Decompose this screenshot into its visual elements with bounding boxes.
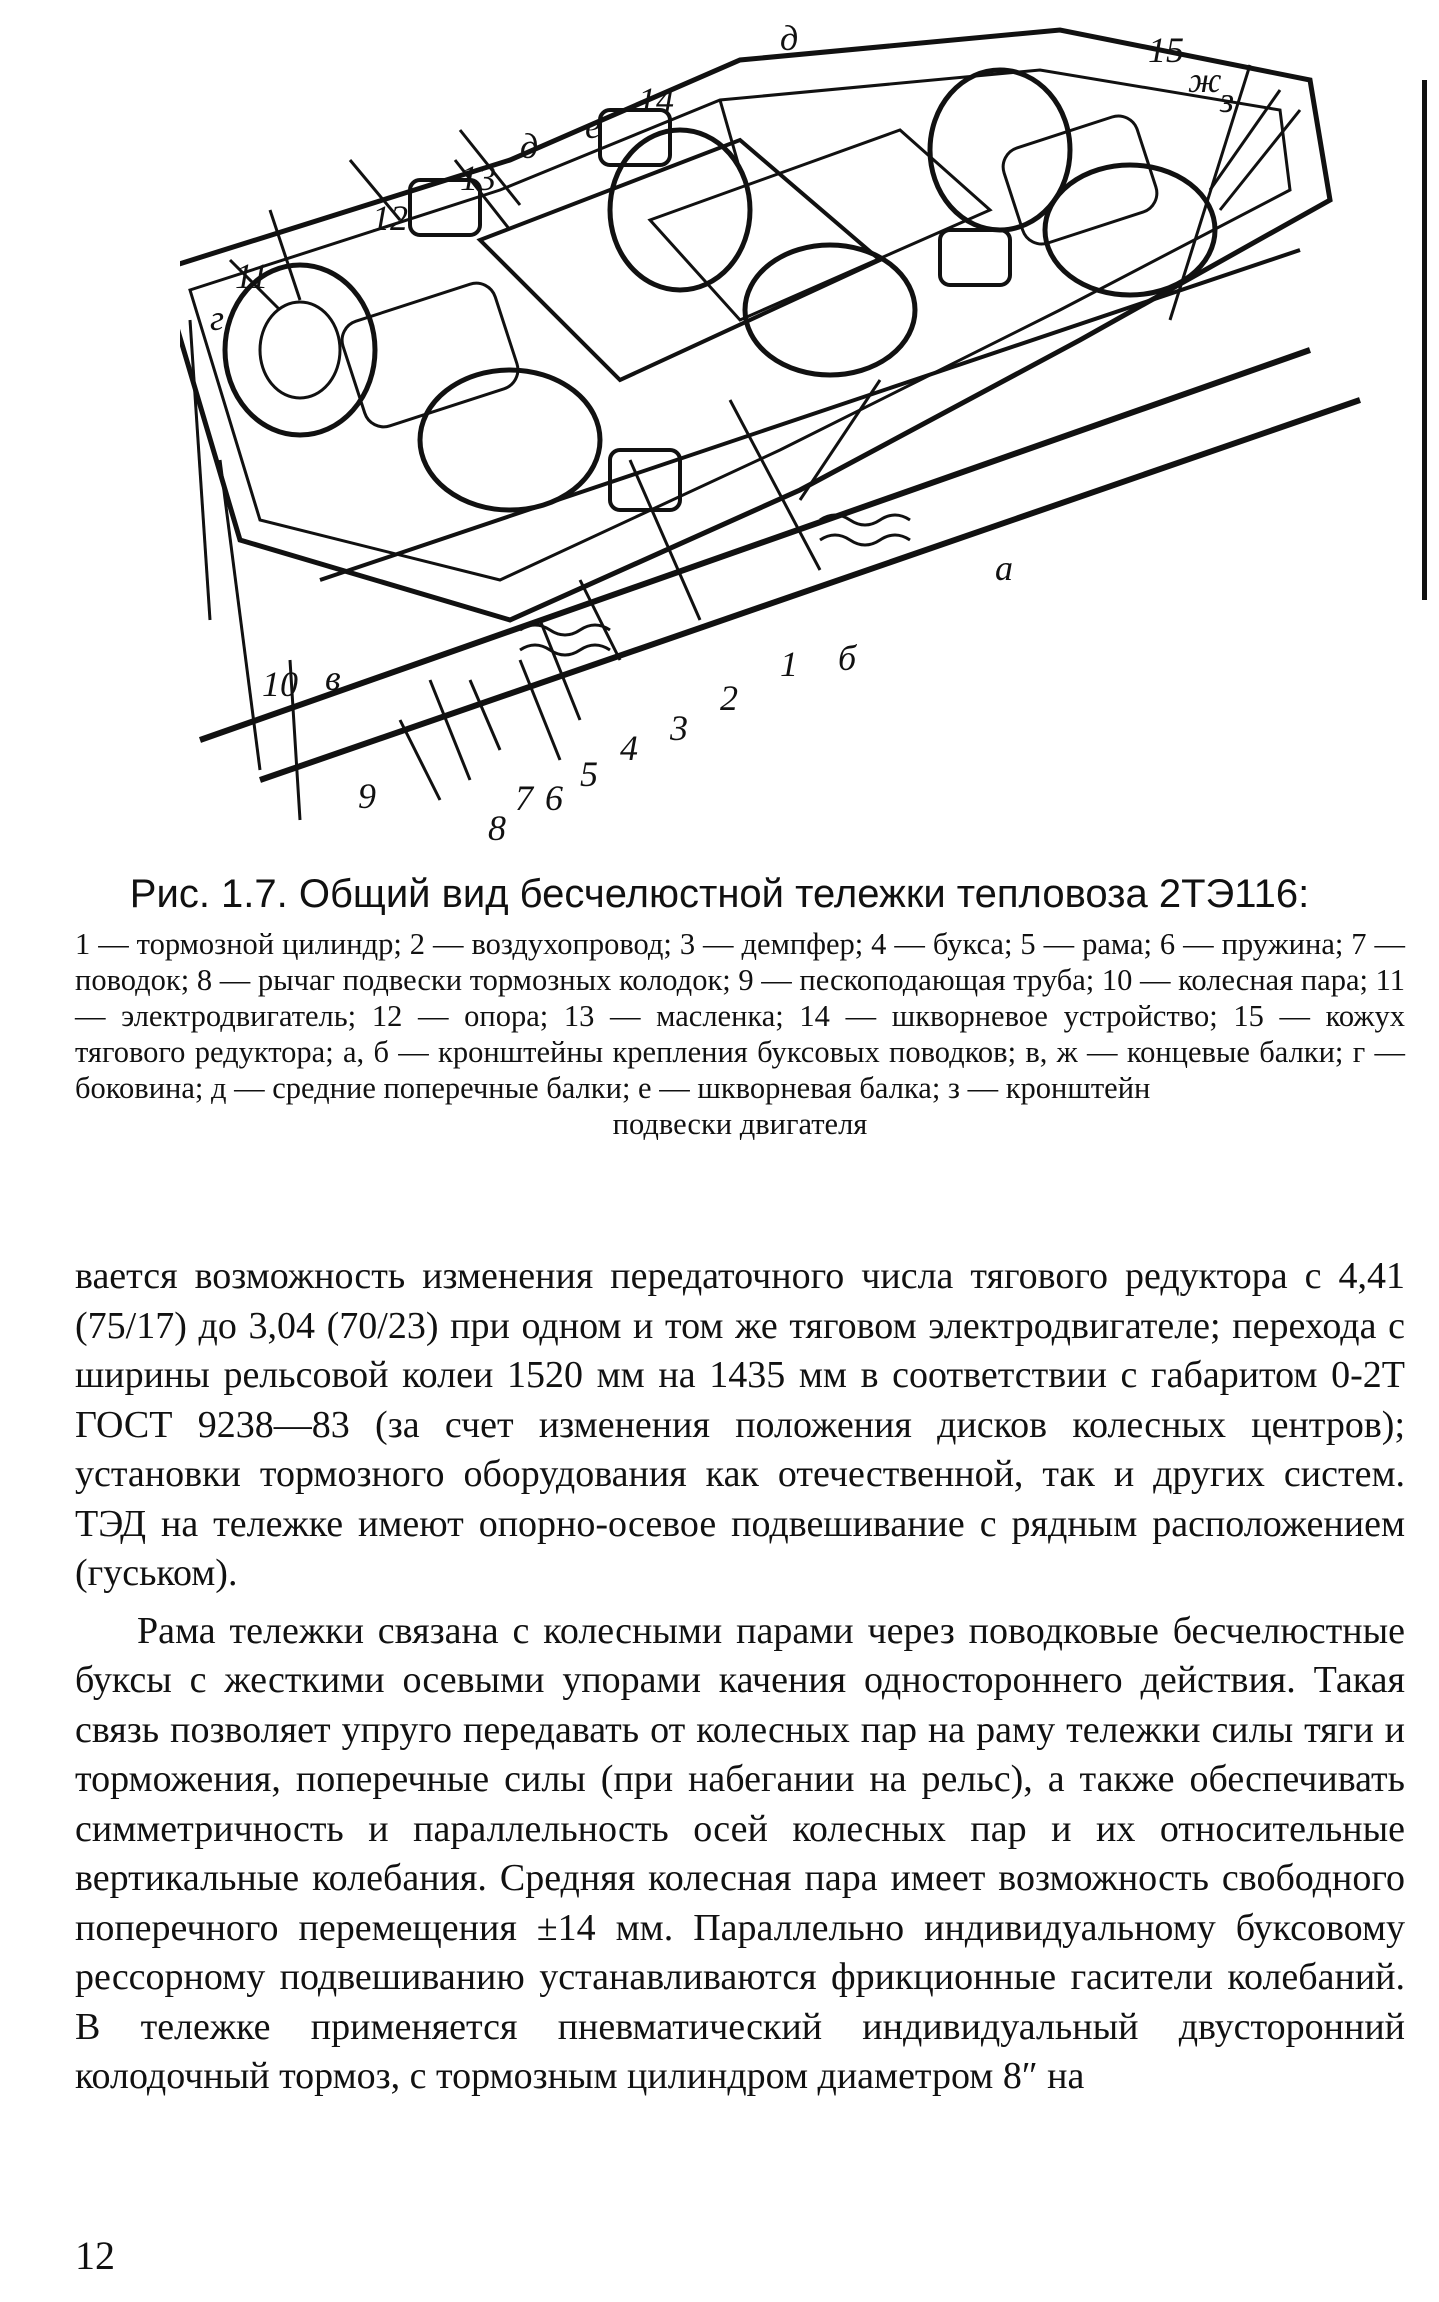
paragraph: вается возможность изменения передаточного числа тягового редуктора с 4,41 (75/17) до 3,04 (70/23) при одном и том же тяговом электродвигателе; перехода с ширины рельсовой колеи 1520 мм на 1435 мм в соответствии с габаритом 0-2Т ГОСТ 9238—83 (за счет изменения положения дисков колесных центров); установки тормозного оборудования как отечественной, так и других систем. ТЭД на тележке имеют опорно-осевое подвешивание с рядным расположением (гуськом). bbox=[75, 1255, 1405, 1594]
callout-z: з bbox=[1220, 80, 1235, 120]
figure-legend-last-line: подвески двигателя bbox=[612, 1107, 868, 1141]
callout-d-mid: д bbox=[520, 126, 539, 166]
callout-5: 5 bbox=[580, 754, 598, 794]
callout-10: 10 bbox=[262, 664, 298, 704]
callout-g: г bbox=[210, 298, 225, 338]
body-text bbox=[75, 1252, 1405, 2102]
callout-zh: ж bbox=[1188, 60, 1222, 100]
callout-9: 9 bbox=[358, 776, 376, 816]
figure-legend-text: 1 — тормозной цилиндр; 2 — воздухопровод; 3 — демпфер; 4 — букса; 5 — рама; 6 — пружина; 7 — поводок; 8 — рычаг подвески тормозных колодок; 9 — пескоподающая труба; 10 — колесная пара; 11 — электродвигатель; 12 — опора; 13 — масленка; 14 — шкворневое устройство; 15 — кожух тягового редуктора; а, б — кронштейны крепления буксовых поводков; в, ж — концевые балки; г — боковина; д — средние поперечные балки; е — шкворневая балка; з — кронштейн bbox=[75, 927, 1405, 1105]
callout-7: 7 bbox=[515, 778, 533, 818]
paragraph: Рама тележки связана с колесными парами через поводковые бесчелюстные буксы с жесткими осевыми упорами качения одностороннего действия. Такая связь позволяет упруго передавать от колесных пар на раму тележки силы тяги и торможения, поперечные силы (при набегании на рельс), а также обеспечивать симметричность и параллельность осей колесных пар и их относительные вертикальные колебания. Средняя колесная пара имеет возможность свободного поперечного перемещения ±14 мм. Параллельно индивидуальному буксовому рессорному подвешиванию устанавливаются фрикционные гасители колебаний. В тележке применяется пневматический индивидуальный двусторонний колодочный тормоз, с тормозным цилиндром диаметром 8″ на bbox=[75, 1609, 1405, 2097]
callout-e: е bbox=[585, 106, 601, 146]
callout-4: 4 bbox=[620, 728, 638, 768]
figure-caption-title: Рис. 1.7. Общий вид бесчелюстной тележки тепловоза 2ТЭ116: bbox=[129, 872, 1310, 916]
bogie-drawing bbox=[180, 20, 1380, 850]
margin-rule bbox=[1422, 80, 1427, 600]
callout-d-top: д bbox=[780, 18, 799, 58]
callout-12: 12 bbox=[372, 198, 408, 238]
callout-11: 11 bbox=[235, 256, 269, 296]
figure-legend bbox=[75, 926, 1405, 1142]
page-number: 12 bbox=[75, 2233, 115, 2278]
callout-a: а bbox=[995, 548, 1013, 588]
callout-14: 14 bbox=[638, 80, 674, 120]
callout-8: 8 bbox=[488, 808, 506, 848]
callout-6: 6 bbox=[545, 778, 563, 818]
callout-1: 1 bbox=[780, 644, 798, 684]
callout-15: 15 bbox=[1148, 30, 1184, 70]
bogie-illustration bbox=[180, 20, 1380, 850]
callout-v: в bbox=[325, 658, 341, 698]
callout-13: 13 bbox=[460, 158, 496, 198]
callout-3: 3 bbox=[670, 708, 688, 748]
callout-b: б bbox=[838, 638, 857, 678]
callout-2: 2 bbox=[720, 678, 738, 718]
